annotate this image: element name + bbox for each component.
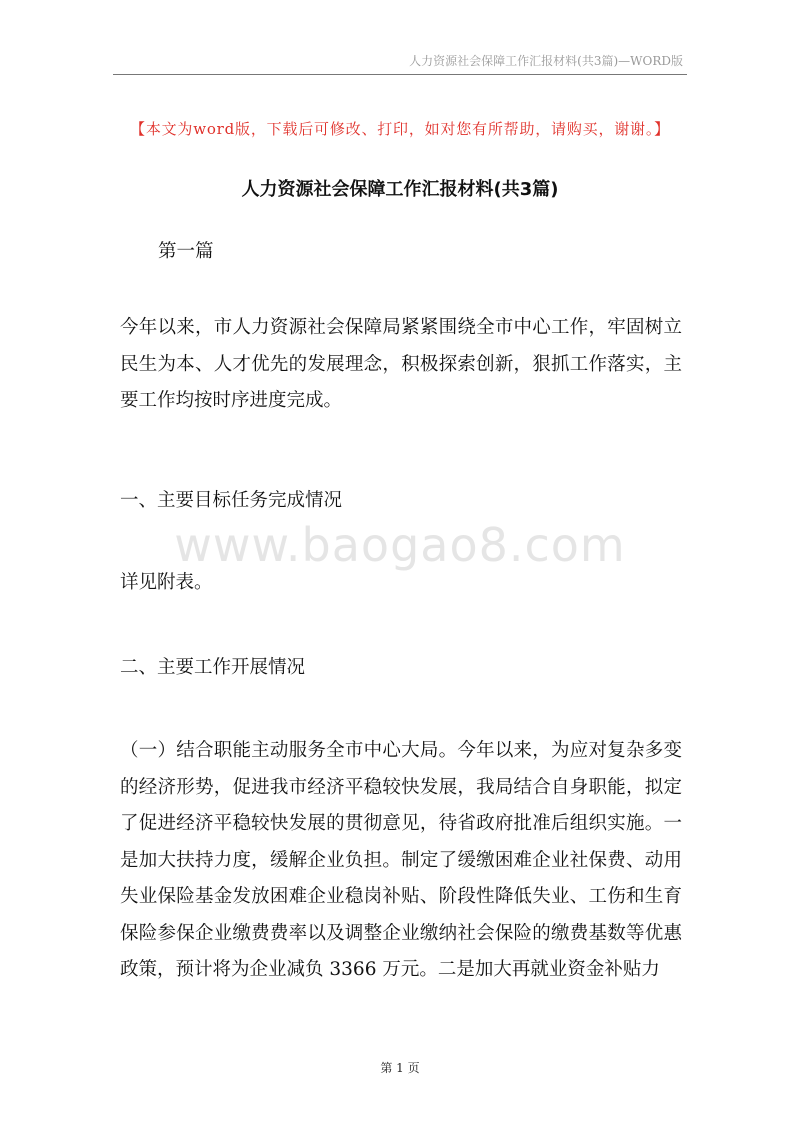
watermark: www.baogao8.com [174, 518, 626, 572]
intro-paragraph: 今年以来，市人力资源社会保障局紧紧围绕全市中心工作，牢固树立民生为本、人才优先的发展理念，积极探索创新，狠抓工作落实，主要工作均按时序进度完成。 [120, 317, 682, 411]
document-title: 人力资源社会保障工作汇报材料(共3篇) [241, 179, 559, 200]
section-body-1: 详见附表。 [120, 572, 213, 593]
header-divider [113, 74, 687, 75]
purchase-notice: 【本文为word版，下载后可修改、打印，如对您有所帮助，请购买，谢谢。】 [130, 120, 670, 138]
page-header-text: 人力资源社会保障工作汇报材料(共3篇)—WORD版 [409, 54, 683, 68]
part-label: 第一篇 [158, 241, 214, 262]
section-heading-2: 二、主要工作开展情况 [120, 657, 306, 678]
section-heading-1: 一、主要目标任务完成情况 [120, 490, 343, 511]
page-number: 第 1 页 [380, 1061, 420, 1075]
section-body-2: （一）结合职能主动服务全市中心大局。今年以来，为应对复杂多变的经济形势，促进我市经济平稳较快发展，我局结合自身职能，拟定了促进经济平稳较快发展的贯彻意见，待省政府批准后组织实施。一是加大扶持力度，缓解企业负担。制定了缓缴困难企业社保费、动用失业保险基金发放困难企业稳岗补贴、阶段性降低失业、工伤和生育保险参保企业缴费费率以及调整企业缴纳社会保险的缴费基数等优惠政策，预计将为企业减负 3366 万元。二是加大再就业资金补贴力 [120, 740, 682, 980]
